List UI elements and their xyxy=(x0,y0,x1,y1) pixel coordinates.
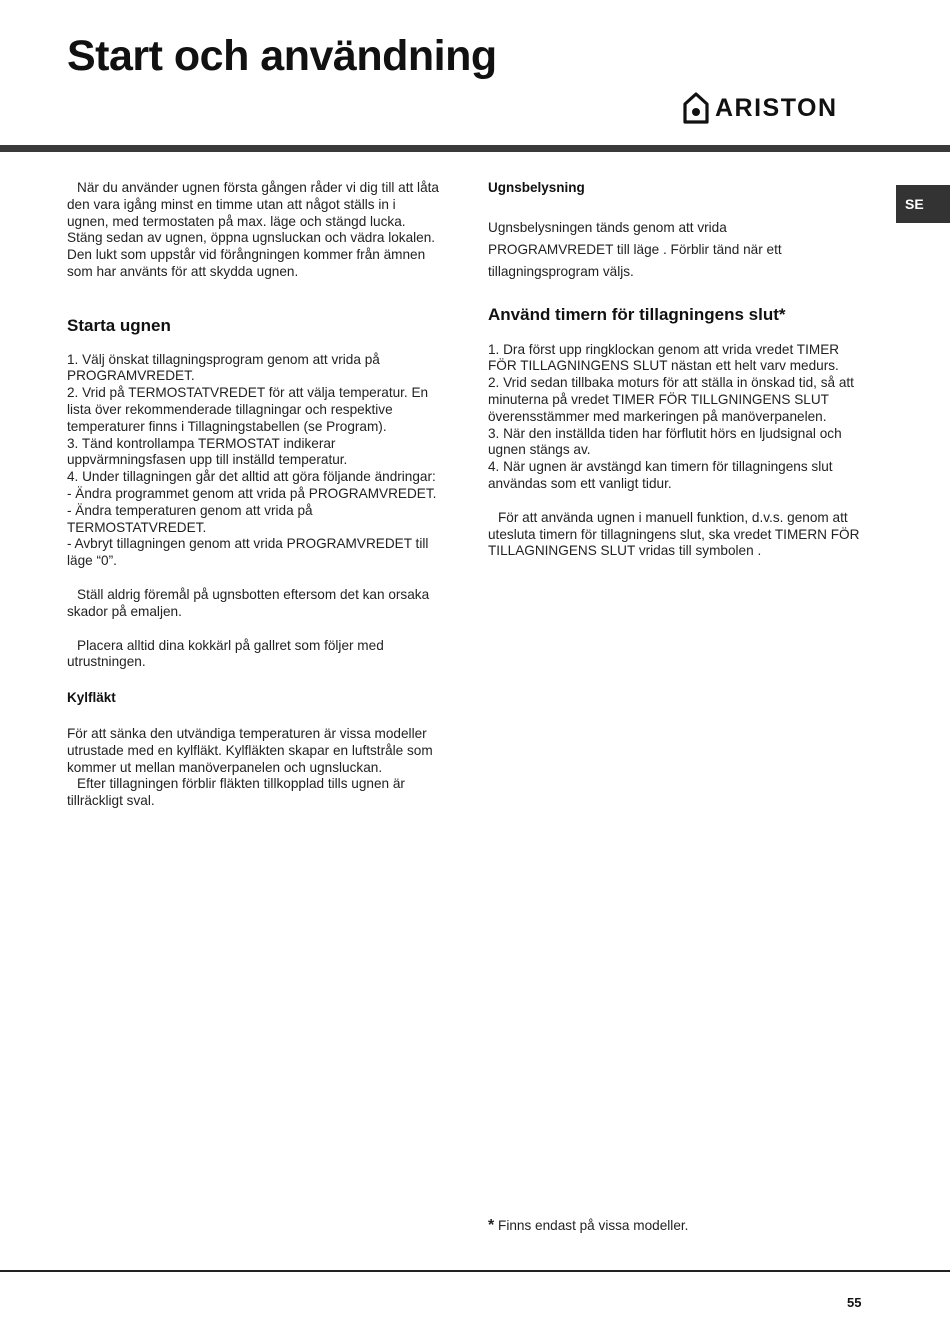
list-item: - Ändra programmet genom att vrida på PROGRAMVREDET. xyxy=(67,485,437,501)
start-steps xyxy=(67,352,439,570)
light-paragraph: PROGRAMVREDET till läge . Förblir tänd när ett xyxy=(488,241,782,257)
fan-paragraph: Efter tillagningen förblir fläkten tillkopplad tills ugnen är tillräckligt sval. xyxy=(67,776,405,809)
list-item: 4. Under tillagningen går det alltid att göra följande ändringar: xyxy=(67,469,436,485)
footnote-star: * xyxy=(488,1217,495,1234)
list-item: - Ändra temperaturen genom att vrida på TERMOSTATVREDET. xyxy=(67,502,313,535)
intro-paragraph: När du använder ugnen första gången råder vi dig till att låta den vara igång minst en timme utan att något ställs in i ugnen, med termostaten på max. läge och stängd lucka. Stäng sedan av ugnen, öppna ugnsluckan och vädra lokalen. Den lukt som uppstår vid förångningen kommer från ämnen som har använts för att skydda ugnen. xyxy=(67,180,439,279)
footer-divider xyxy=(0,1270,950,1272)
manual-paragraph: För att använda ugnen i manuell funktion, d.v.s. genom att utesluta timern för tillagningens slut, ska vredet TIMERN FÖR TILLAGNINGENS SLUT vridas till symbolen . xyxy=(488,509,860,559)
list-item: 4. När ugnen är avstängd kan timern för tillagningens slut användas som ett vanligt tidur. xyxy=(488,459,833,491)
page-title: Start och användning xyxy=(67,32,497,80)
right-column xyxy=(488,180,860,560)
page-number: 55 xyxy=(847,1295,862,1310)
list-item: - Avbryt tillagningen genom att vrida PROGRAMVREDET till läge “0”. xyxy=(67,536,429,569)
brand-logo xyxy=(683,92,838,124)
list-item: 3. Tänd kontrollampa TERMOSTAT indikerar uppvärmningsfasen upp till inställd temperatur. xyxy=(67,435,348,468)
start-heading: Starta ugnen xyxy=(67,315,171,335)
list-item: 2. Vrid på TERMOSTATVREDET för att välja temperatur. En lista över rekommenderade tillagningar och respektive temperaturer finns i Tillagningstabellen (se Program). xyxy=(67,385,429,434)
footnote-text: Finns endast på vissa modeller. xyxy=(498,1218,689,1233)
left-column xyxy=(67,180,439,810)
header-divider xyxy=(0,145,950,152)
list-item: 3. När den inställda tiden har förflutit hörs en ljudsignal och ugnen stängs av. xyxy=(488,425,842,458)
fan-heading: Kylfläkt xyxy=(67,690,116,706)
house-logo-icon xyxy=(683,92,709,124)
timer-heading: Använd timern för tillagningens slut* xyxy=(488,304,786,324)
light-paragraph: tillagningsprogram väljs. xyxy=(488,263,634,279)
language-tab: SE xyxy=(896,185,950,223)
warning-paragraph: Ställ aldrig föremål på ugnsbotten eftersom det kan orsaka skador på emaljen. xyxy=(67,586,430,619)
list-item: 2. Vrid sedan tillbaka moturs för att ställa in önskad tid, så att minuterna på vredet TIMER FÖR TILLGNINGENS SLUT överensstämmer med markeringen på manöverpanelen. xyxy=(488,375,854,424)
warning-paragraph: Placera alltid dina kokkärl på gallret som följer med utrustningen. xyxy=(67,637,384,670)
timer-steps xyxy=(488,342,860,493)
list-item: 1. Dra först upp ringklockan genom att vrida vredet TIMER FÖR TILLAGNINGENS SLUT nästan ett helt varv medurs. xyxy=(488,341,840,374)
list-item: 1. Välj önskat tillagningsprogram genom att vrida på PROGRAMVREDET. xyxy=(67,351,380,384)
footnote xyxy=(488,1217,688,1235)
light-heading: Ugnsbelysning xyxy=(488,180,585,195)
light-paragraph: Ugnsbelysningen tänds genom att vrida xyxy=(488,219,727,235)
brand-name: ARISTON xyxy=(715,93,838,122)
fan-paragraph: För att sänka den utvändiga temperaturen är vissa modeller utrustade med en kylfläkt. Kylfläkten skapar en luftstråle som kommer ut mellan manöverpanelen och ugnsluckan. xyxy=(67,725,433,775)
